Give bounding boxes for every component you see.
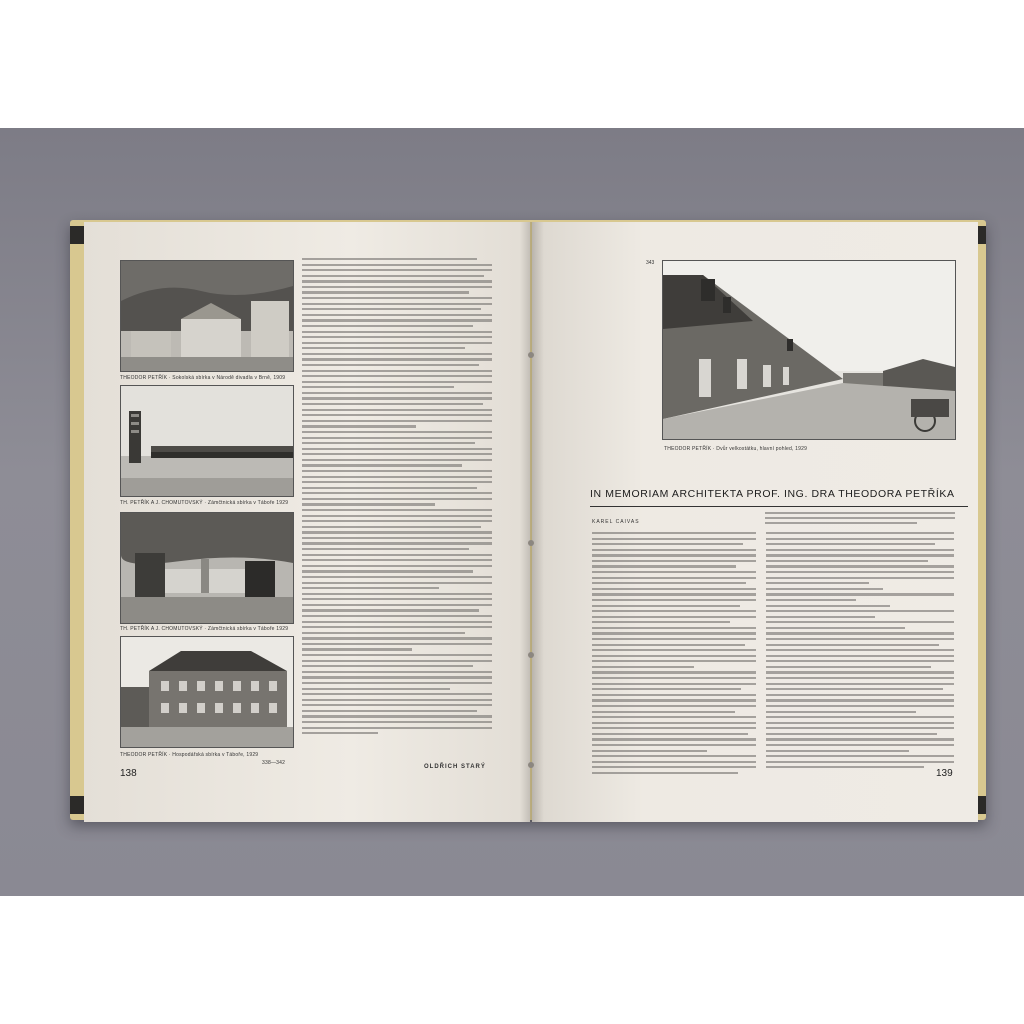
title-rule [590, 506, 968, 507]
book-gutter [520, 222, 544, 822]
article-title: IN MEMORIAM ARCHITEKTA PROF. ING. DRA THEODORA PETŘÍKA [590, 488, 955, 500]
photo-modern-tower [120, 385, 294, 497]
left-text-column [302, 258, 492, 738]
photo-factory [120, 512, 294, 624]
article-epigraph [765, 512, 955, 527]
photo-caption: TH. PETŘÍK A J. CHOMUTOVSKÝ · Zámčtnická sbírka v Táboře 1929 [120, 500, 289, 506]
binding-stitch [528, 352, 534, 358]
binding-stitch [528, 762, 534, 768]
photo-caption: THEODOR PETŘÍK · Hospodářská sbírka v Táboře, 1929 [120, 752, 259, 758]
photo-manor-house [120, 636, 294, 748]
figure-number: 343 [646, 260, 655, 266]
photo-farm-courtyard [662, 260, 956, 440]
photo-town-square [120, 260, 294, 372]
figure-range: 338—342 [262, 760, 286, 766]
binding-stitch [528, 652, 534, 658]
right-page-number: 139 [936, 768, 953, 779]
article-author: KAREL CAIVAS [592, 519, 640, 525]
photo-caption: THEODOR PETŘÍK · Dvůr velkostátku, hlavní pohled, 1929 [664, 446, 808, 452]
left-page-number: 138 [120, 768, 137, 779]
binding-stitch [528, 540, 534, 546]
photo-caption: THEODOR PETŘÍK · Sokolská sbírka v Národě divadla v Brně, 1909 [120, 375, 286, 381]
photo-caption: TH. PETŘÍK A J. CHOMUTOVSKÝ · Zámčtnická sbírka v Táboře 1929 [120, 626, 289, 632]
left-signature: OLDŘICH STARÝ [424, 764, 486, 770]
right-text-column-1 [592, 532, 756, 777]
right-text-column-2 [766, 532, 954, 772]
